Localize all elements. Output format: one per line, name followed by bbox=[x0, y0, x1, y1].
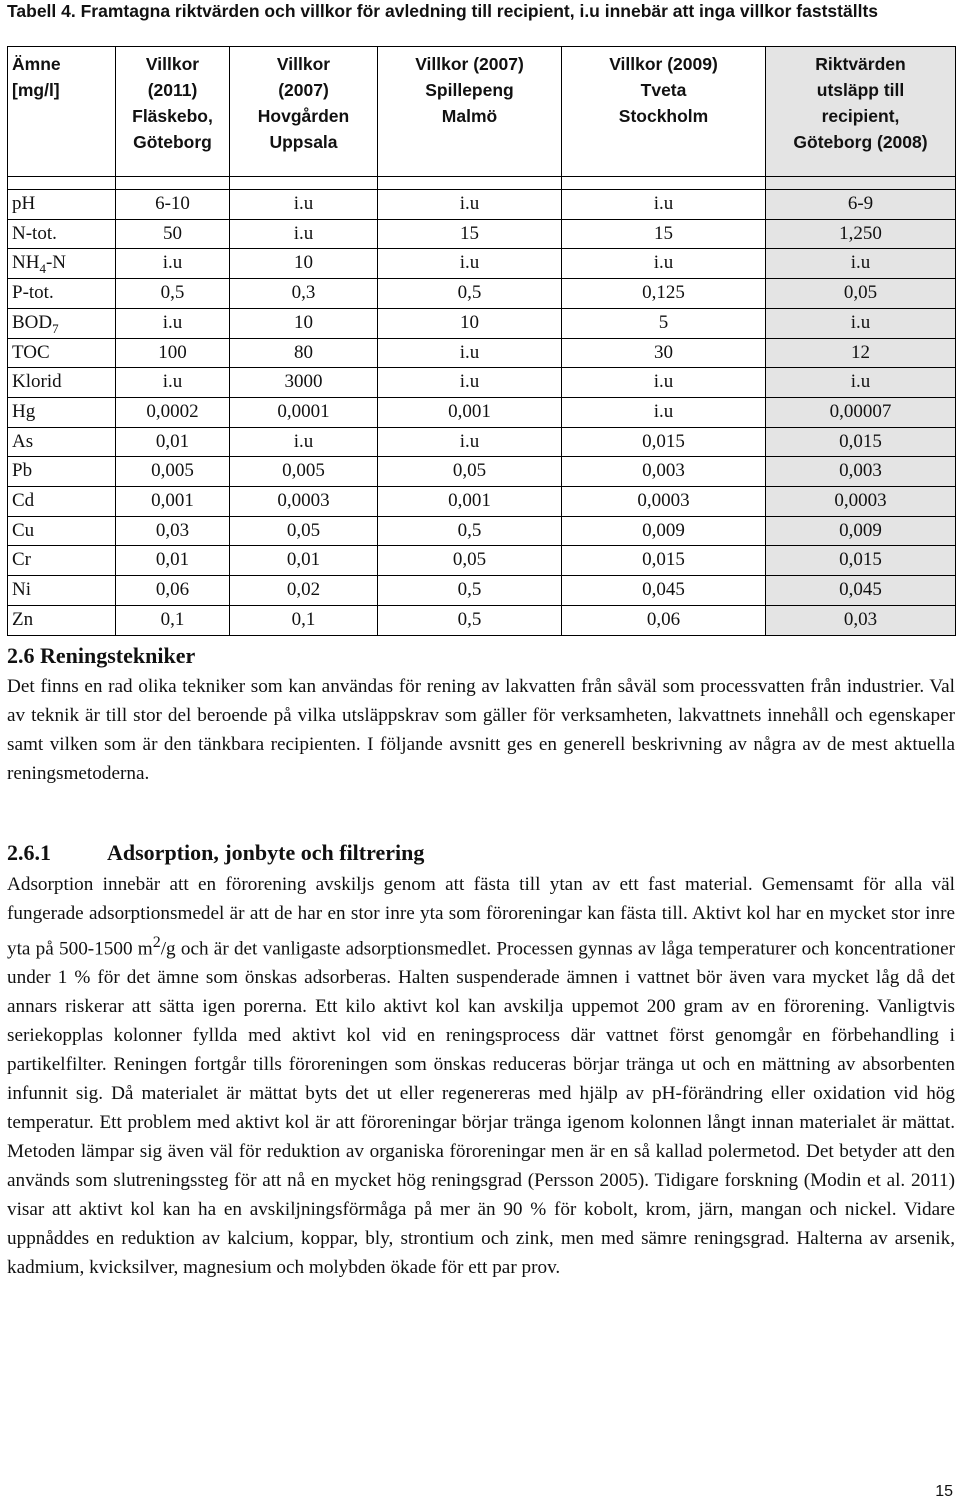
table-row bbox=[8, 338, 956, 368]
section-title: Reningstekniker bbox=[40, 643, 196, 668]
paragraph-adsorption: Adsorption innebär att en förorening avskiljs genom att fästa till ytan av ett fast material. Gemensamt för alla väl fungerade adsorptionsmedel är att de har en stor inre yta som föroreningar kan fästa till. Aktivt kol har en mycket stor inre yta på 500-1500 $m^2/g$ och är det vanligaste adsorptionsmedlet. Processen gynnas av låga temperaturer och koncentrationer under 1 % för det ämne som önskas adsorberas. Halten suspenderade ämnen i vattnet bör även vara mycket låg då det annars riskerar att sätta igen porerna. Ett kilo aktivt kol kan avskilja uppemot 200 gram av en förorening. Vanligtvis seriekopplas kolonner fyllda med aktivt kol vid en reningsprocess där vattnet först genomgår en förbehandling i partikelfilter. Reningen fortgår tills föroreningen som önskas reduceras börjar tränga ut och en mättning av absorbenten infunnit sig. Då materialet är mättat byts det ut eller regenereras med hjälp av pH-förändring eller oxidation vid hög temperatur. Ett problem med aktivt kol är att föroreningar börjar tränga igenom kolonnen långt innan materialet är mättat. Metoden lämpar sig även väl för reduktion av organiska föroreningar men är en så kallad polermetod. Det betyder att den används som slutreningssteg för att nå en mycket hög reningsgrad (Persson 2005). Tidigare forskning (Modin et al. 2011) visar att aktivt kol kan ha en avskiljningsförmåga på mer än 90 % för kobolt, krom, järn, mangan och nickel. Vidare uppnåddes en reduktion av kalcium, koppar, bly, strontium och zink, men med sämre reningsgrad. Halterna av arsenik, kadmium, kvicksilver, magnesium och molybden ökade för ett par prov. bbox=[7, 874, 955, 1279]
header-villkor-hovgarden: Villkor (2007) Hovgården Uppsala bbox=[230, 47, 378, 177]
substance-cell: N-tot. bbox=[8, 219, 116, 249]
spacer-cell bbox=[230, 177, 378, 190]
substance-cell: P-tot. bbox=[8, 279, 116, 309]
value-cell: 0,03 bbox=[116, 516, 230, 546]
value-cell: i.u bbox=[378, 338, 562, 368]
value-cell: 0,015 bbox=[766, 427, 956, 457]
value-cell: i.u bbox=[230, 427, 378, 457]
value-cell: i.u bbox=[766, 308, 956, 338]
value-cell: 0,005 bbox=[230, 457, 378, 487]
section-number: 2.6 bbox=[7, 643, 35, 668]
section-heading-2-6 bbox=[7, 643, 195, 669]
substance-cell: Ni bbox=[8, 576, 116, 606]
value-cell: 0,001 bbox=[378, 397, 562, 427]
value-cell: 0,05 bbox=[230, 516, 378, 546]
table-row bbox=[8, 546, 956, 576]
value-cell: 0,003 bbox=[562, 457, 766, 487]
value-cell: 0,0003 bbox=[562, 487, 766, 517]
substance-cell: Cd bbox=[8, 487, 116, 517]
section-heading-2-6-1 bbox=[7, 840, 424, 866]
value-cell: 0,06 bbox=[116, 576, 230, 606]
table-header-row bbox=[8, 47, 956, 177]
value-cell: 30 bbox=[562, 338, 766, 368]
substance-cell: $BOD_7$ bbox=[8, 308, 116, 338]
table-row bbox=[8, 308, 956, 338]
value-cell: 0,01 bbox=[116, 546, 230, 576]
value-cell: i.u bbox=[116, 308, 230, 338]
substance-cell: As bbox=[8, 427, 116, 457]
substance-cell: Cu bbox=[8, 516, 116, 546]
value-cell: i.u bbox=[378, 249, 562, 279]
value-cell: i.u bbox=[116, 368, 230, 398]
value-cell: 10 bbox=[230, 249, 378, 279]
value-cell: 15 bbox=[378, 219, 562, 249]
page-number: 15 bbox=[935, 1483, 953, 1500]
value-cell: 0,5 bbox=[378, 516, 562, 546]
value-cell: i.u bbox=[230, 219, 378, 249]
value-cell: i.u bbox=[378, 368, 562, 398]
substance-cell: Pb bbox=[8, 457, 116, 487]
value-cell: 0,1 bbox=[116, 605, 230, 635]
value-cell: 12 bbox=[766, 338, 956, 368]
table-row bbox=[8, 249, 956, 279]
value-cell: i.u bbox=[116, 249, 230, 279]
value-cell: 10 bbox=[230, 308, 378, 338]
value-cell: i.u bbox=[378, 427, 562, 457]
value-cell: 0,0003 bbox=[230, 487, 378, 517]
section-number: 2.6.1 bbox=[7, 840, 51, 865]
value-cell: 0,01 bbox=[116, 427, 230, 457]
substance-cell: Hg bbox=[8, 397, 116, 427]
value-cell: i.u bbox=[562, 249, 766, 279]
value-cell: 0,125 bbox=[562, 279, 766, 309]
value-cell: 1,250 bbox=[766, 219, 956, 249]
value-cell: i.u bbox=[562, 397, 766, 427]
spacer-cell bbox=[378, 177, 562, 190]
table-row bbox=[8, 279, 956, 309]
header-villkor-fraskebo: Villkor (2011) Fläskebo, Göteborg bbox=[116, 47, 230, 177]
value-cell: 0,06 bbox=[562, 605, 766, 635]
value-cell: 80 bbox=[230, 338, 378, 368]
table-body bbox=[8, 177, 956, 636]
table-row bbox=[8, 576, 956, 606]
spacer-cell bbox=[116, 177, 230, 190]
value-cell: 0,5 bbox=[378, 605, 562, 635]
value-cell: 0,02 bbox=[230, 576, 378, 606]
value-cell: 0,045 bbox=[766, 576, 956, 606]
value-cell: 6-10 bbox=[116, 190, 230, 220]
paragraph-reningstekniker: Det finns en rad olika tekniker som kan användas för rening av lakvatten från såväl som processvatten från industrier. Val av teknik är till stor del beroende på vilka utsläppskrav som gäller för verksamheten, lakvattnets innehåll och egenskaper samt vilken som är den tänkbara recipienten. I följande avsnitt ges en generell beskrivning av några av de mest aktuella reningsmetoderna. bbox=[7, 676, 955, 784]
value-cell: 0,0002 bbox=[116, 397, 230, 427]
value-cell: 0,5 bbox=[378, 576, 562, 606]
value-cell: 0,05 bbox=[378, 546, 562, 576]
value-cell: 10 bbox=[378, 308, 562, 338]
value-cell: 0,5 bbox=[378, 279, 562, 309]
value-cell: 0,01 bbox=[230, 546, 378, 576]
header-villkor-spillepeng: Villkor (2007) Spillepeng Malmö bbox=[378, 47, 562, 177]
substance-cell: Zn bbox=[8, 605, 116, 635]
value-cell: i.u bbox=[230, 190, 378, 220]
value-cell: 100 bbox=[116, 338, 230, 368]
value-cell: 0,001 bbox=[378, 487, 562, 517]
value-cell: 0,015 bbox=[562, 546, 766, 576]
value-cell: 15 bbox=[562, 219, 766, 249]
value-cell: 0,3 bbox=[230, 279, 378, 309]
value-cell: 0,5 bbox=[116, 279, 230, 309]
value-cell: 0,05 bbox=[378, 457, 562, 487]
value-cell: 0,05 bbox=[766, 279, 956, 309]
value-cell: i.u bbox=[766, 368, 956, 398]
table-row bbox=[8, 487, 956, 517]
spacer-cell bbox=[562, 177, 766, 190]
value-cell: 0,015 bbox=[766, 546, 956, 576]
value-cell: 0,015 bbox=[562, 427, 766, 457]
value-cell: i.u bbox=[378, 190, 562, 220]
table-row bbox=[8, 516, 956, 546]
value-cell: 0,1 bbox=[230, 605, 378, 635]
table-row bbox=[8, 427, 956, 457]
substance-cell: Cr bbox=[8, 546, 116, 576]
value-cell: 0,045 bbox=[562, 576, 766, 606]
value-cell: 0,003 bbox=[766, 457, 956, 487]
table-row bbox=[8, 219, 956, 249]
value-cell: 0,009 bbox=[562, 516, 766, 546]
value-cell: 6-9 bbox=[766, 190, 956, 220]
header-spacer-row bbox=[8, 177, 956, 190]
header-villkor-tveta: Villkor (2009) Tveta Stockholm bbox=[562, 47, 766, 177]
table-row bbox=[8, 457, 956, 487]
table-row bbox=[8, 605, 956, 635]
value-cell: i.u bbox=[562, 368, 766, 398]
value-cell: 5 bbox=[562, 308, 766, 338]
value-cell: 0,001 bbox=[116, 487, 230, 517]
spacer-cell bbox=[766, 177, 956, 190]
superscript: 2 bbox=[152, 934, 161, 951]
substance-cell: TOC bbox=[8, 338, 116, 368]
riktvarden-table bbox=[7, 46, 956, 636]
substance-cell: Klorid bbox=[8, 368, 116, 398]
value-cell: i.u bbox=[562, 190, 766, 220]
value-cell: 3000 bbox=[230, 368, 378, 398]
header-amne: Ämne [mg/l] bbox=[8, 47, 116, 177]
value-cell: 0,03 bbox=[766, 605, 956, 635]
value-cell: 0,0003 bbox=[766, 487, 956, 517]
value-cell: 50 bbox=[116, 219, 230, 249]
substance-cell: pH bbox=[8, 190, 116, 220]
value-cell: i.u bbox=[766, 249, 956, 279]
header-riktvarden: Riktvärden utsläpp till recipient, Göteborg (2008) bbox=[766, 47, 956, 177]
table-row bbox=[8, 368, 956, 398]
substance-cell: $NH_4-N$ bbox=[8, 249, 116, 279]
table-row bbox=[8, 397, 956, 427]
value-cell: 0,00007 bbox=[766, 397, 956, 427]
table-row bbox=[8, 190, 956, 220]
table-caption: Tabell 4. Framtagna riktvärden och villkor för avledning till recipient, i.u innebär att inga villkor fastställts bbox=[7, 1, 879, 21]
value-cell: 0,005 bbox=[116, 457, 230, 487]
value-cell: 0,0001 bbox=[230, 397, 378, 427]
section-title: Adsorption, jonbyte och filtrering bbox=[107, 840, 425, 865]
spacer-cell bbox=[8, 177, 116, 190]
value-cell: 0,009 bbox=[766, 516, 956, 546]
